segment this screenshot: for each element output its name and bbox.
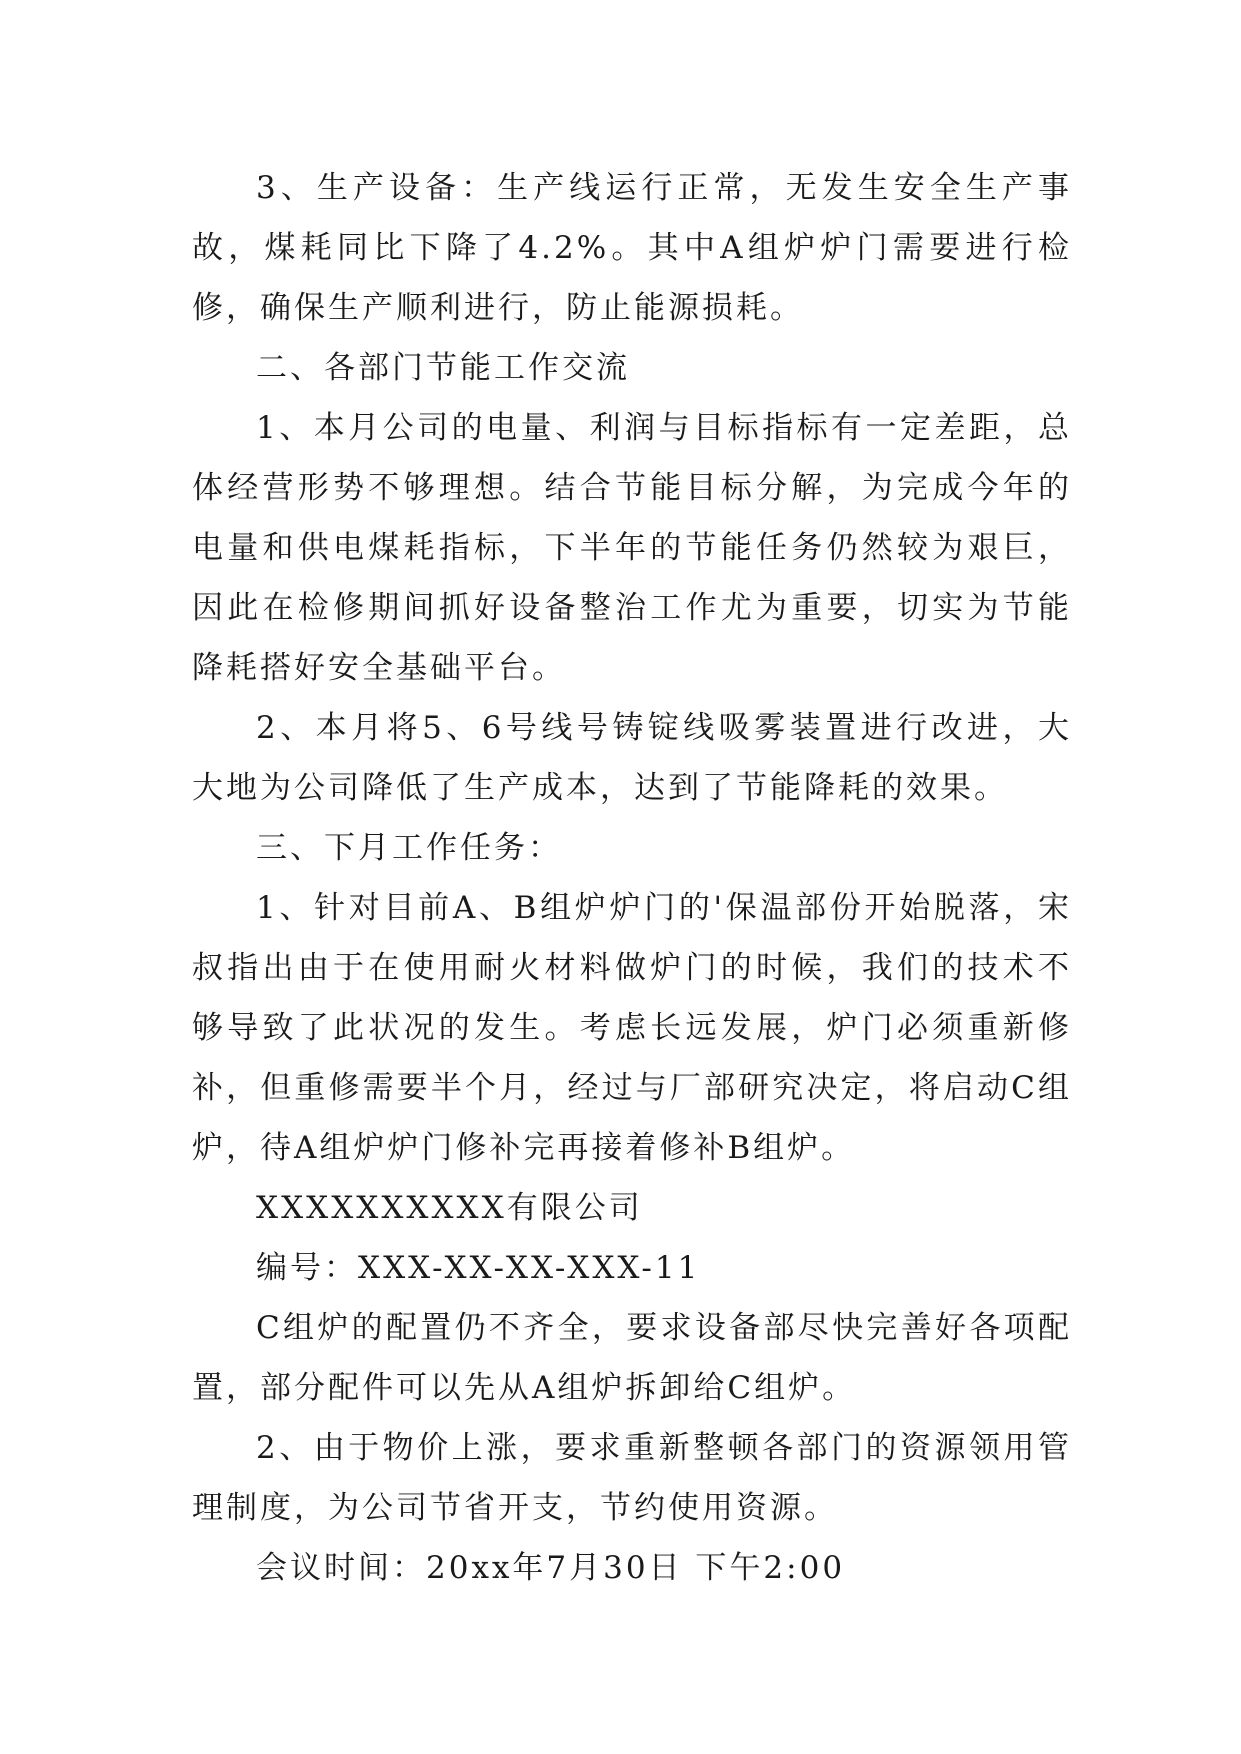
document-body	[192, 158, 1072, 1598]
paragraph-c-furnace-config: C组炉的配置仍不齐全，要求设备部尽快完善好各项配置，部分配件可以先从A组炉拆卸给C组炉。	[192, 1310, 1072, 1406]
meeting-time: 会议时间：20xx年7月30日 下午2:00	[256, 1550, 846, 1586]
paragraph-fog-device-improvement: 2、本月将5、6号线号铸锭线吸雾装置进行改进，大大地为公司降低了生产成本，达到了节能降耗的效果。	[192, 710, 1072, 806]
company-name: XXXXXXXXXX有限公司	[256, 1190, 643, 1226]
paragraph-resource-management: 2、由于物价上涨，要求重新整顿各部门的资源领用管理制度，为公司节省开支，节约使用资源。	[192, 1430, 1072, 1526]
paragraph-furnace-door-repair: 1、针对目前A、B组炉炉门的'保温部份开始脱落，宋叔指出由于在使用耐火材料做炉门的时候，我们的技术不够导致了此状况的发生。考虑长远发展，炉门必须重新修补，但重修需要半个月，经过与厂部研究决定，将启动C组炉，待A组炉炉门修补完再接着修补B组炉。	[192, 890, 1072, 1166]
paragraph-power-profit-gap: 1、本月公司的电量、利润与目标指标有一定差距，总体经营形势不够理想。结合节能目标分解，为完成今年的电量和供电煤耗指标，下半年的节能任务仍然较为艰巨，因此在检修期间抓好设备整治工作尤为重要，切实为节能降耗搭好安全基础平台。	[192, 410, 1072, 686]
paragraph-production-equipment: 3、生产设备：生产线运行正常，无发生安全生产事故，煤耗同比下降了4.2%。其中A组炉炉门需要进行检修，确保生产顺利进行，防止能源损耗。	[192, 170, 1072, 326]
document-number: 编号：XXX-XX-XX-XXX-11	[256, 1250, 701, 1286]
section-heading-energy-exchange: 二、各部门节能工作交流	[256, 350, 630, 386]
section-heading-next-month-tasks: 三、下月工作任务：	[256, 830, 562, 866]
